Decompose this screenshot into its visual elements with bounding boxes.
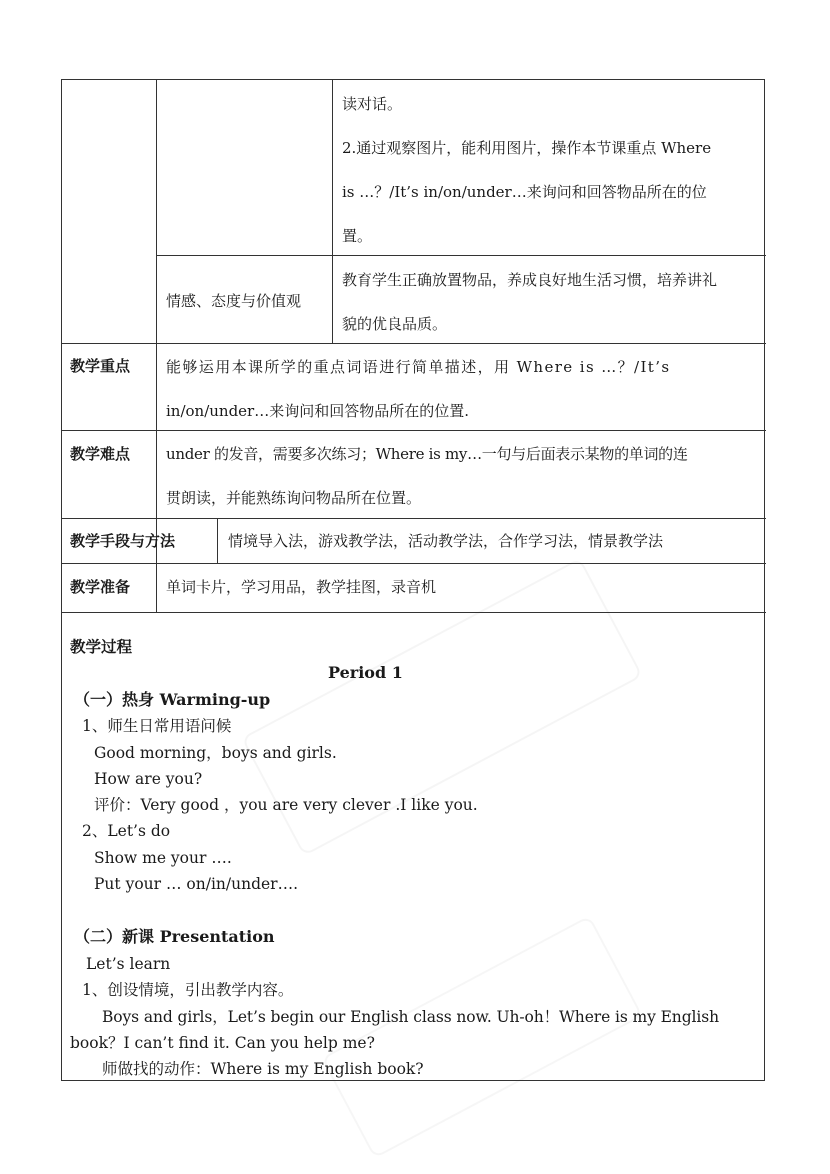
column-divider <box>332 80 333 343</box>
emotion-objective-text <box>342 258 758 346</box>
text-line: 教学难点 <box>70 445 131 463</box>
methods-text <box>228 519 758 563</box>
text-line: in/on/under…来询问和回答物品所在的位置. <box>166 402 469 420</box>
preparation-label <box>70 565 130 609</box>
text-line: 情感、态度与价值观 <box>166 292 302 310</box>
presentation-item: 1、创设情境，引出教学内容。 <box>82 981 294 999</box>
skill-objective-text <box>342 82 758 258</box>
row-divider <box>62 612 766 613</box>
lesson-plan-table <box>61 79 765 1081</box>
warmup-line: Good morning，boys and girls. <box>94 744 337 762</box>
key-points-label <box>70 344 130 388</box>
emotion-label <box>166 279 330 323</box>
text-line: 读对话。 <box>342 95 403 113</box>
text-line: 能够运用本课所学的重点词语进行简单描述，用 Where is …？/It’s <box>166 358 671 376</box>
key-points-text <box>166 345 760 433</box>
presentation-paragraph: 师做找的动作：Where is my English book? <box>102 1060 424 1078</box>
warmup-line: How are you? <box>94 770 203 788</box>
text-line: 单词卡片，学习用品，教学挂图，录音机 <box>166 578 437 596</box>
warmup-line: Put your … on/in/under…. <box>94 875 298 893</box>
warmup-heading: （一）热身 Warming-up <box>74 690 271 709</box>
period-title: Period 1 <box>328 663 403 682</box>
text-line: 教学准备 <box>70 578 131 596</box>
text-line: 教学重点 <box>70 357 131 375</box>
text-line: 貌的优良品质。 <box>342 315 448 333</box>
presentation-line: Let’s learn <box>86 955 171 973</box>
process-title: 教学过程 <box>70 637 133 656</box>
difficulties-text <box>166 432 762 520</box>
presentation-paragraph: book？I can’t find it. Can you help me? <box>70 1034 375 1052</box>
text-line: 情境导入法，游戏教学法，活动教学法，合作学习法，情景教学法 <box>228 532 664 550</box>
methods-label <box>70 519 175 563</box>
text-line: 贯朗读，并能熟练询问物品所在位置。 <box>166 489 422 507</box>
text-line: under 的发音，需要多次练习；Where is my…一句与后面表示某物的单词的连 <box>166 445 688 463</box>
text-line: is …？/It’s in/on/under…来询问和回答物品所在的位 <box>342 183 707 201</box>
preparation-text <box>166 565 760 609</box>
text-line: 2.通过观察图片，能利用图片，操作本节课重点 Where <box>342 139 712 157</box>
warmup-item: 1、师生日常用语问候 <box>82 717 232 735</box>
warmup-item: 2、Let’s do <box>82 822 171 840</box>
row-divider <box>62 563 766 564</box>
warmup-line: 评价：Very good ，you are very clever .I like you. <box>94 796 478 814</box>
warmup-line: Show me your …. <box>94 849 232 867</box>
presentation-paragraph: Boys and girls，Let’s begin our English class now. Uh-oh！Where is my English <box>102 1008 719 1026</box>
column-divider <box>217 518 218 563</box>
difficulties-label <box>70 432 130 476</box>
text-line: 教育学生正确放置物品，养成良好地生活习惯，培养讲礼 <box>342 271 718 289</box>
text-line: 置。 <box>342 227 373 245</box>
text-line: 教学手段与方法 <box>70 532 176 550</box>
presentation-heading: （二）新课 Presentation <box>74 927 275 946</box>
